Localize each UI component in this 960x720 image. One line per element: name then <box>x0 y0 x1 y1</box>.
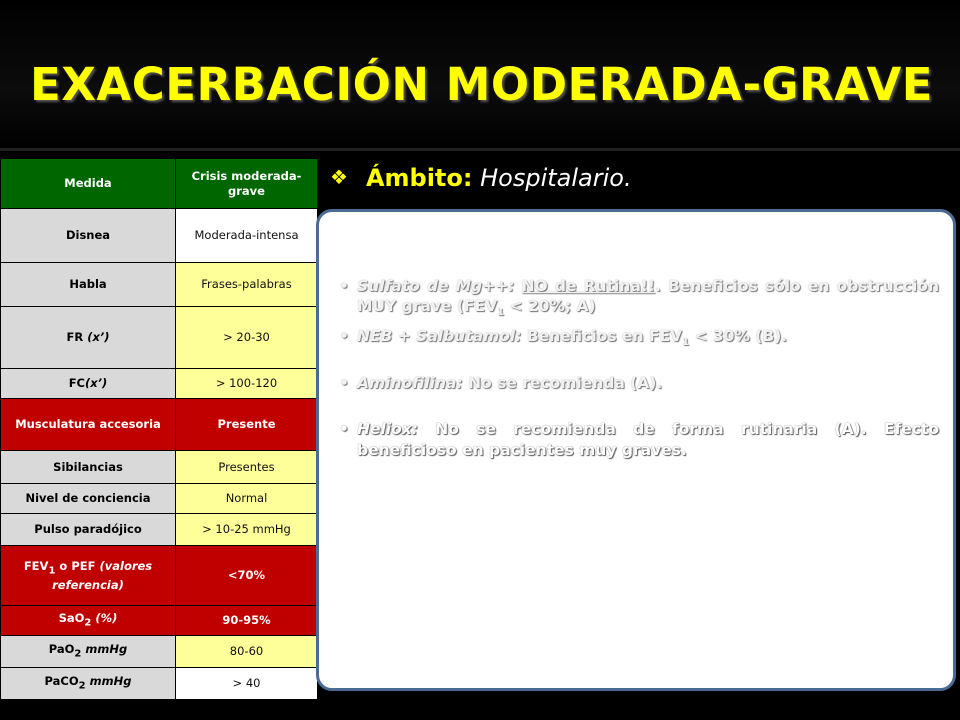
table-row <box>1 399 318 451</box>
list-item-sulfato: • Sulfato de Mg++: NO de Rutina!!. Beneficios sólo en obstrucción MUY grave ($FEV_1 < 20\%$; A) <box>339 277 939 319</box>
table-row <box>1 209 318 263</box>
row-label-fr: FR (x’) <box>1 307 176 369</box>
scope-label: Ámbito: <box>365 164 473 192</box>
row-value-sibilancias: Presentes <box>176 451 318 484</box>
row-label-habla: Habla <box>1 263 176 307</box>
row-label-disnea: Disnea <box>1 209 176 263</box>
row-value-habla: Frases-palabras <box>176 263 318 307</box>
list-item-neb: • NEB + Salbutamol: Beneficios en $FEV_1 < 30\%$ (B). <box>339 326 788 348</box>
bullet-dot: • <box>339 420 349 439</box>
header-measure: Medida <box>1 159 176 209</box>
table-row <box>1 546 318 606</box>
header-crisis: Crisis moderada-grave <box>176 159 318 209</box>
row-label-pulso: Pulso paradójico <box>1 514 176 546</box>
table-row <box>1 606 318 636</box>
slide-title: EXACERBACIÓN MODERADA-GRAVE <box>30 58 934 111</box>
row-value-conciencia: Normal <box>176 484 318 514</box>
diamond-four-icon: ❖ <box>330 165 348 189</box>
row-value-fev: <70% <box>176 546 318 606</box>
row-value-musculatura: Presente <box>176 399 318 451</box>
row-value-paco2: > 40 <box>176 668 318 700</box>
treatment-list <box>337 276 939 460</box>
table-row <box>1 369 318 399</box>
table-row <box>1 451 318 484</box>
table-row <box>1 636 318 668</box>
bullet-dot: • <box>339 326 349 345</box>
list-item-aminofilina: • Aminofilina: No se recomienda (A). <box>339 374 663 393</box>
row-label-sao2: SaO$_2$ (%) <box>1 606 176 636</box>
row-label-paco2: PaCO$_2$ mmHg <box>1 668 176 700</box>
row-label-musculatura: Musculatura accesoria <box>1 399 176 451</box>
title-divider <box>0 148 960 151</box>
row-value-disnea: Moderada-intensa <box>176 209 318 263</box>
scope-heading <box>330 164 632 192</box>
table-row <box>1 514 318 546</box>
scope-value: Hospitalario. <box>480 164 632 192</box>
row-value-fr: > 20-30 <box>176 307 318 369</box>
list-item-heliox: • Heliox: No se recomienda de forma rutinaria (A). Efecto beneficioso en pacientes muy graves. <box>339 420 939 459</box>
table-row <box>1 307 318 369</box>
table-row <box>1 484 318 514</box>
content-box <box>316 209 956 691</box>
table-row <box>1 263 318 307</box>
table-header-row <box>1 159 318 209</box>
row-value-pulso: > 10-25 mmHg <box>176 514 318 546</box>
row-label-sibilancias: Sibilancias <box>1 451 176 484</box>
row-label-pao2: PaO$_2$ mmHg <box>1 636 176 668</box>
row-value-pao2: 80-60 <box>176 636 318 668</box>
severity-table <box>0 158 318 700</box>
row-value-sao2: 90-95% <box>176 606 318 636</box>
row-label-fc: FC(x’) <box>1 369 176 399</box>
bullet-dot: • <box>339 277 349 295</box>
row-label-fev: $FEV_1$ o PEF (valores referencia) <box>1 546 176 606</box>
row-value-fc: > 100-120 <box>176 369 318 399</box>
bullet-dot: • <box>339 374 349 393</box>
table-row <box>1 668 318 700</box>
row-label-conciencia: Nivel de conciencia <box>1 484 176 514</box>
